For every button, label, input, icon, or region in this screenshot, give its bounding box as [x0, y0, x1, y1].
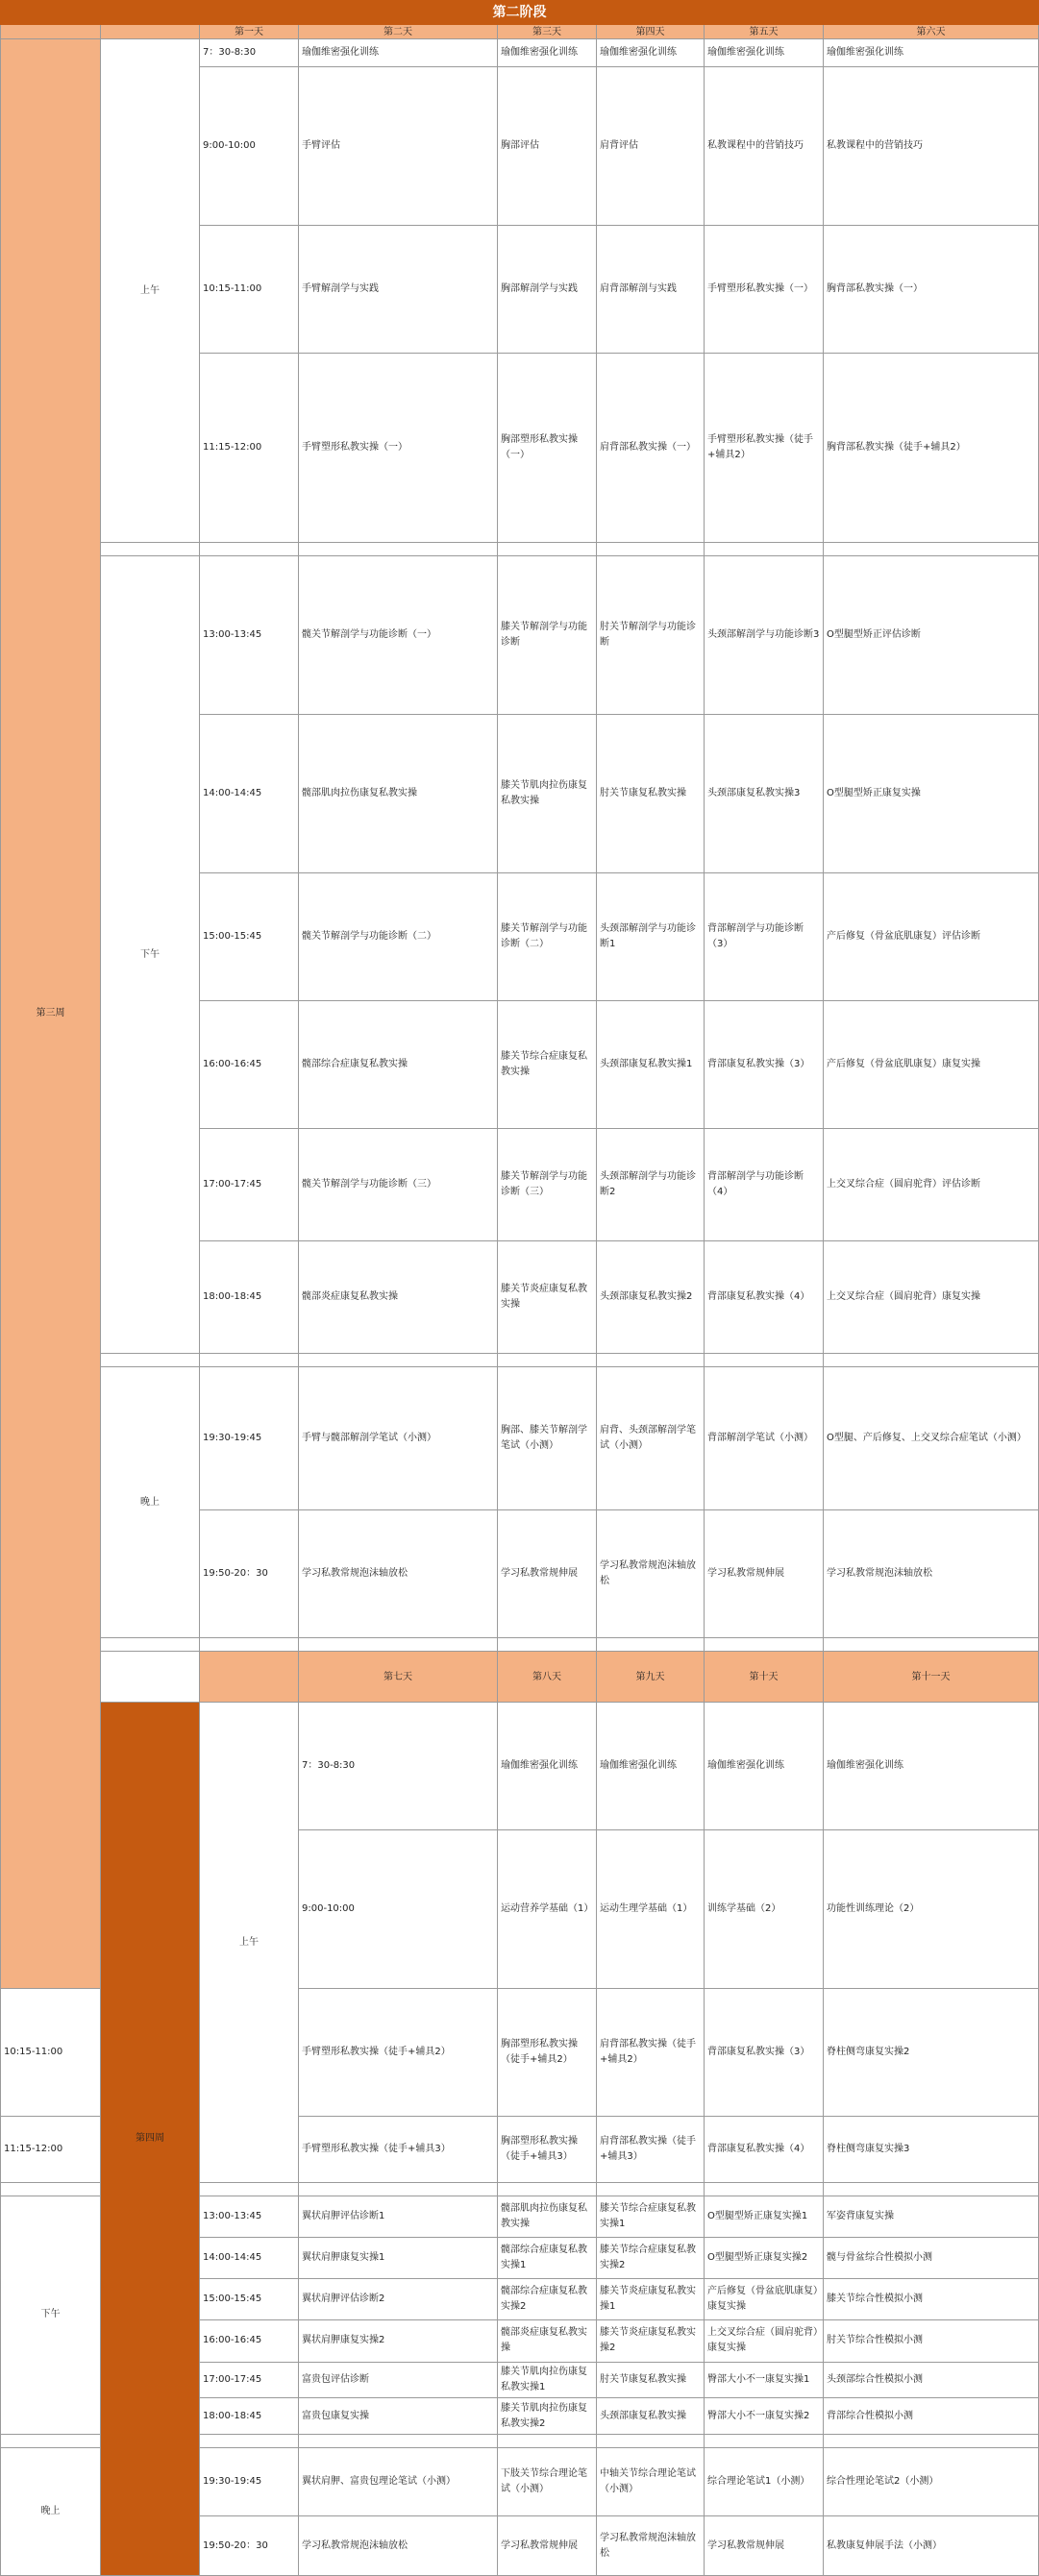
time-cell: 16:00-16:45 [200, 2320, 299, 2363]
course-cell: 手臂塑形私教实操（徒手+辅具2） [299, 1989, 498, 2117]
course-cell: 私教课程中的营销技巧 [824, 67, 1039, 226]
course-cell: 头颈部解剖学与功能诊断3 [705, 556, 824, 715]
course-cell: 髋部肌肉拉伤康复私教实操 [498, 2196, 597, 2238]
time-cell: 19:50-20：30 [200, 2516, 299, 2576]
empty-cell [824, 2183, 1039, 2196]
empty-cell [299, 1354, 498, 1367]
course-cell: 综合理论笔试1（小测） [705, 2448, 824, 2516]
course-cell: 富贵包康复实操 [299, 2398, 498, 2435]
course-cell: 手臂塑形私教实操（一） [299, 354, 498, 543]
day-header: 第三天 [498, 25, 597, 39]
time-cell: 19:50-20：30 [200, 1510, 299, 1638]
course-cell: 肘关节综合性模拟小测 [824, 2320, 1039, 2363]
course-cell: 胸部评估 [498, 67, 597, 226]
course-cell: 综合性理论笔试2（小测） [824, 2448, 1039, 2516]
course-cell: 髋部综合症康复私教实操1 [498, 2238, 597, 2279]
course-cell: 膝关节综合症康复私教实操2 [597, 2238, 705, 2279]
course-cell: 学习私教常规泡沫轴放松 [824, 1510, 1039, 1638]
course-cell: 下肢关节综合理论笔试（小测） [498, 2448, 597, 2516]
course-cell: 私教康复伸展手法（小测） [824, 2516, 1039, 2576]
week-label: 第三周 [1, 39, 101, 1989]
course-cell: 膝关节肌肉拉伤康复私教实操2 [498, 2398, 597, 2435]
time-cell: 17:00-17:45 [200, 1129, 299, 1241]
time-cell: 19:30-19:45 [200, 2448, 299, 2516]
empty-cell [597, 543, 705, 556]
empty-cell [299, 2434, 498, 2447]
course-cell: 胸部塑形私教实操（徒手+辅具2） [498, 1989, 597, 2117]
course-cell: 学习私教常规泡沫轴放松 [597, 2516, 705, 2576]
course-cell: 肘关节解剖学与功能诊断 [597, 556, 705, 715]
course-cell: O型腿型矫正评估诊断 [824, 556, 1039, 715]
empty-cell [597, 1638, 705, 1652]
course-cell: 髋关节解剖学与功能诊断（二） [299, 873, 498, 1001]
empty-cell [299, 2183, 498, 2196]
time-cell: 18:00-18:45 [200, 2398, 299, 2435]
empty-cell [101, 543, 200, 556]
course-cell: 瑜伽维密强化训练 [705, 39, 824, 67]
course-cell: 髋与骨盆综合性模拟小测 [824, 2238, 1039, 2279]
empty-cell [200, 1354, 299, 1367]
time-cell: 10:15-11:00 [1, 1989, 101, 2117]
title-row [1, 1, 1039, 25]
course-cell: 肩背部解剖与实践 [597, 226, 705, 354]
course-cell: 功能性训练理论（2） [824, 1830, 1039, 1989]
empty-cell [824, 1354, 1039, 1367]
empty-cell [299, 1638, 498, 1652]
empty-cell [200, 2434, 299, 2447]
time-cell: 13:00-13:45 [200, 2196, 299, 2238]
header-blank [101, 1652, 200, 1703]
empty-cell [299, 543, 498, 556]
course-cell: 胸部解剖学与实践 [498, 226, 597, 354]
empty-cell [498, 543, 597, 556]
period-label: 上午 [101, 39, 200, 543]
course-cell: 运动生理学基础（1） [597, 1830, 705, 1989]
table-row [1, 556, 1039, 715]
course-cell: 手臂评估 [299, 67, 498, 226]
course-cell: 头颈部康复私教实操 [597, 2398, 705, 2435]
time-cell: 18:00-18:45 [200, 1241, 299, 1354]
course-cell: 脊柱侧弯康复实操3 [824, 2117, 1039, 2183]
table-row [1, 39, 1039, 67]
course-cell: 脊柱侧弯康复实操2 [824, 1989, 1039, 2117]
course-cell: 背部解剖学与功能诊断（3） [705, 873, 824, 1001]
empty-cell [705, 1638, 824, 1652]
empty-cell [498, 1354, 597, 1367]
course-cell: 翼状肩胛评估诊断1 [299, 2196, 498, 2238]
course-cell: 瑜伽维密强化训练 [824, 39, 1039, 67]
course-cell: 膝关节炎症康复私教实操2 [597, 2320, 705, 2363]
course-cell: 翼状肩胛评估诊断2 [299, 2279, 498, 2320]
course-cell: 产后修复（骨盆底肌康复）康复实操 [705, 2279, 824, 2320]
course-cell: 学习私教常规伸展 [705, 1510, 824, 1638]
course-cell: 胸部、膝关节解剖学笔试（小测） [498, 1367, 597, 1510]
spacer-row [1, 1638, 1039, 1652]
empty-cell [1, 2434, 101, 2447]
course-cell: 头颈部康复私教实操1 [597, 1001, 705, 1129]
period-label: 下午 [101, 556, 200, 1354]
header-blank [101, 25, 200, 39]
course-cell: 膝关节炎症康复私教实操 [498, 1241, 597, 1354]
course-cell: 膝关节肌肉拉伤康复私教实操 [498, 715, 597, 873]
course-cell: 手臂与髋部解剖学笔试（小测） [299, 1367, 498, 1510]
empty-cell [101, 1354, 200, 1367]
time-cell: 14:00-14:45 [200, 2238, 299, 2279]
period-label: 下午 [1, 2196, 101, 2435]
course-cell: 头颈部康复私教实操2 [597, 1241, 705, 1354]
stage-title: 第二阶段 [1, 1, 1039, 25]
course-cell: 头颈部解剖学与功能诊断2 [597, 1129, 705, 1241]
empty-cell [705, 1354, 824, 1367]
course-cell: 富贵包评估诊断 [299, 2362, 498, 2398]
course-cell: 手臂解剖学与实践 [299, 226, 498, 354]
empty-cell [824, 2434, 1039, 2447]
course-cell: 髋关节解剖学与功能诊断（一） [299, 556, 498, 715]
day-header: 第一天 [200, 25, 299, 39]
course-cell: 手臂塑形私教实操（徒手+辅具3） [299, 2117, 498, 2183]
time-cell: 11:15-12:00 [1, 2117, 101, 2183]
course-cell: 学习私教常规泡沫轴放松 [299, 1510, 498, 1638]
course-cell: O型腿型矫正康复实操1 [705, 2196, 824, 2238]
course-cell: 膝关节肌肉拉伤康复私教实操1 [498, 2362, 597, 2398]
course-cell: 上交叉综合症（圆肩驼背）康复实操 [824, 1241, 1039, 1354]
time-cell: 15:00-15:45 [200, 873, 299, 1001]
empty-cell [498, 2183, 597, 2196]
day-header-row [1, 25, 1039, 39]
course-cell: 膝关节解剖学与功能诊断 [498, 556, 597, 715]
course-cell: 学习私教常规伸展 [498, 2516, 597, 2576]
course-cell: 翼状肩胛康复实操2 [299, 2320, 498, 2363]
course-cell: 髋部炎症康复私教实操 [299, 1241, 498, 1354]
course-cell: 学习私教常规泡沫轴放松 [299, 2516, 498, 2576]
course-cell: 肩背部私教实操（徒手+辅具3） [597, 2117, 705, 2183]
empty-cell [824, 1638, 1039, 1652]
course-cell: 背部解剖学与功能诊断（4） [705, 1129, 824, 1241]
course-cell: 翼状肩胛康复实操1 [299, 2238, 498, 2279]
course-cell: 学习私教常规伸展 [498, 1510, 597, 1638]
day-header: 第四天 [597, 25, 705, 39]
course-cell: 瑜伽维密强化训练 [597, 39, 705, 67]
course-cell: 膝关节炎症康复私教实操1 [597, 2279, 705, 2320]
course-cell: 瑜伽维密强化训练 [824, 1703, 1039, 1830]
time-cell: 17:00-17:45 [200, 2362, 299, 2398]
day-header: 第八天 [498, 1652, 597, 1703]
day-header: 第二天 [299, 25, 498, 39]
course-cell: 肩背、头颈部解剖学笔试（小测） [597, 1367, 705, 1510]
empty-cell [597, 1354, 705, 1367]
header-blank [200, 1652, 299, 1703]
empty-cell [824, 543, 1039, 556]
table-row [1, 1367, 1039, 1510]
course-cell: 翼状肩胛、富贵包理论笔试（小测） [299, 2448, 498, 2516]
course-cell: 瑜伽维密强化训练 [597, 1703, 705, 1830]
course-cell: 产后修复（骨盆底肌康复）评估诊断 [824, 873, 1039, 1001]
time-cell: 14:00-14:45 [200, 715, 299, 873]
course-cell: 上交叉综合症（圆肩驼背）康复实操 [705, 2320, 824, 2363]
header-blank [1, 25, 101, 39]
course-cell: 胸部塑形私教实操（徒手+辅具3） [498, 2117, 597, 2183]
empty-cell [705, 2183, 824, 2196]
course-cell: 胸背部私教实操（徒手+辅具2） [824, 354, 1039, 543]
day-header: 第九天 [597, 1652, 705, 1703]
course-cell: 膝关节综合症康复私教实操 [498, 1001, 597, 1129]
day-header-row [1, 1652, 1039, 1703]
day-header: 第五天 [705, 25, 824, 39]
time-cell: 9:00-10:00 [200, 67, 299, 226]
week-label: 第四周 [101, 1703, 200, 2576]
course-cell: 髋关节解剖学与功能诊断（三） [299, 1129, 498, 1241]
course-cell: 训练学基础（2） [705, 1830, 824, 1989]
course-cell: 头颈部康复私教实操3 [705, 715, 824, 873]
course-cell: 胸部塑形私教实操（一） [498, 354, 597, 543]
course-cell: 臀部大小不一康复实操2 [705, 2398, 824, 2435]
course-cell: 肘关节康复私教实操 [597, 715, 705, 873]
empty-cell [498, 2434, 597, 2447]
period-label: 晚上 [101, 1367, 200, 1638]
time-cell: 19:30-19:45 [200, 1367, 299, 1510]
course-cell: 军姿背康复实操 [824, 2196, 1039, 2238]
day-header: 第六天 [824, 25, 1039, 39]
course-cell: 膝关节综合性模拟小测 [824, 2279, 1039, 2320]
empty-cell [498, 1638, 597, 1652]
course-cell: 运动营养学基础（1） [498, 1830, 597, 1989]
empty-cell [200, 543, 299, 556]
course-cell: 瑜伽维密强化训练 [498, 1703, 597, 1830]
course-cell: 瑜伽维密强化训练 [705, 1703, 824, 1830]
empty-cell [101, 1638, 200, 1652]
course-cell: 膝关节解剖学与功能诊断（二） [498, 873, 597, 1001]
spacer-row [1, 543, 1039, 556]
course-cell: 肩背评估 [597, 67, 705, 226]
period-label: 上午 [200, 1703, 299, 2183]
table-row [1, 1703, 1039, 1830]
course-cell: 髋部炎症康复私教实操 [498, 2320, 597, 2363]
course-cell: 肩背部私教实操（一） [597, 354, 705, 543]
course-cell: 膝关节综合症康复私教实操1 [597, 2196, 705, 2238]
day-header: 第十一天 [824, 1652, 1039, 1703]
course-cell: O型腿型矫正康复实操 [824, 715, 1039, 873]
course-cell: 背部康复私教实操（3） [705, 1001, 824, 1129]
time-cell: 7：30-8:30 [299, 1703, 498, 1830]
course-cell: 中轴关节综合理论笔试（小测） [597, 2448, 705, 2516]
empty-cell [705, 2434, 824, 2447]
course-cell: 学习私教常规泡沫轴放松 [597, 1510, 705, 1638]
period-label: 晚上 [1, 2448, 101, 2576]
empty-cell [200, 1638, 299, 1652]
course-cell: 手臂塑形私教实操（一） [705, 226, 824, 354]
course-cell: 瑜伽维密强化训练 [498, 39, 597, 67]
course-cell: 背部康复私教实操（4） [705, 1241, 824, 1354]
course-cell: O型腿型矫正康复实操2 [705, 2238, 824, 2279]
spacer-row [1, 1354, 1039, 1367]
course-cell: 髋部综合症康复私教实操 [299, 1001, 498, 1129]
course-cell: 背部综合性模拟小测 [824, 2398, 1039, 2435]
course-cell: 私教课程中的营销技巧 [705, 67, 824, 226]
day-header: 第十天 [705, 1652, 824, 1703]
empty-cell [1, 2183, 101, 2196]
empty-cell [705, 543, 824, 556]
course-cell: 髋部综合症康复私教实操2 [498, 2279, 597, 2320]
course-cell: 手臂塑形私教实操（徒手+辅具2） [705, 354, 824, 543]
empty-cell [597, 2434, 705, 2447]
empty-cell [597, 2183, 705, 2196]
course-cell: 学习私教常规伸展 [705, 2516, 824, 2576]
course-cell: 背部康复私教实操（3） [705, 1989, 824, 2117]
course-cell: 上交叉综合症（圆肩驼背）评估诊断 [824, 1129, 1039, 1241]
time-cell: 7：30-8:30 [200, 39, 299, 67]
time-cell: 11:15-12:00 [200, 354, 299, 543]
course-cell: O型腿、产后修复、上交叉综合症笔试（小测） [824, 1367, 1039, 1510]
course-cell: 胸背部私教实操（一） [824, 226, 1039, 354]
time-cell: 13:00-13:45 [200, 556, 299, 715]
course-cell: 背部解剖学笔试（小测） [705, 1367, 824, 1510]
course-cell: 头颈部解剖学与功能诊断1 [597, 873, 705, 1001]
course-cell: 膝关节解剖学与功能诊断（三） [498, 1129, 597, 1241]
time-cell: 10:15-11:00 [200, 226, 299, 354]
course-cell: 肘关节康复私教实操 [597, 2362, 705, 2398]
course-cell: 头颈部综合性模拟小测 [824, 2362, 1039, 2398]
course-cell: 肩背部私教实操（徒手+辅具2） [597, 1989, 705, 2117]
course-cell: 瑜伽维密强化训练 [299, 39, 498, 67]
time-cell: 16:00-16:45 [200, 1001, 299, 1129]
course-cell: 臀部大小不一康复实操1 [705, 2362, 824, 2398]
time-cell: 15:00-15:45 [200, 2279, 299, 2320]
empty-cell [200, 2183, 299, 2196]
time-cell: 9:00-10:00 [299, 1830, 498, 1989]
course-cell: 髋部肌肉拉伤康复私教实操 [299, 715, 498, 873]
course-cell: 产后修复（骨盆底肌康复）康复实操 [824, 1001, 1039, 1129]
day-header: 第七天 [299, 1652, 498, 1703]
course-cell: 背部康复私教实操（4） [705, 2117, 824, 2183]
